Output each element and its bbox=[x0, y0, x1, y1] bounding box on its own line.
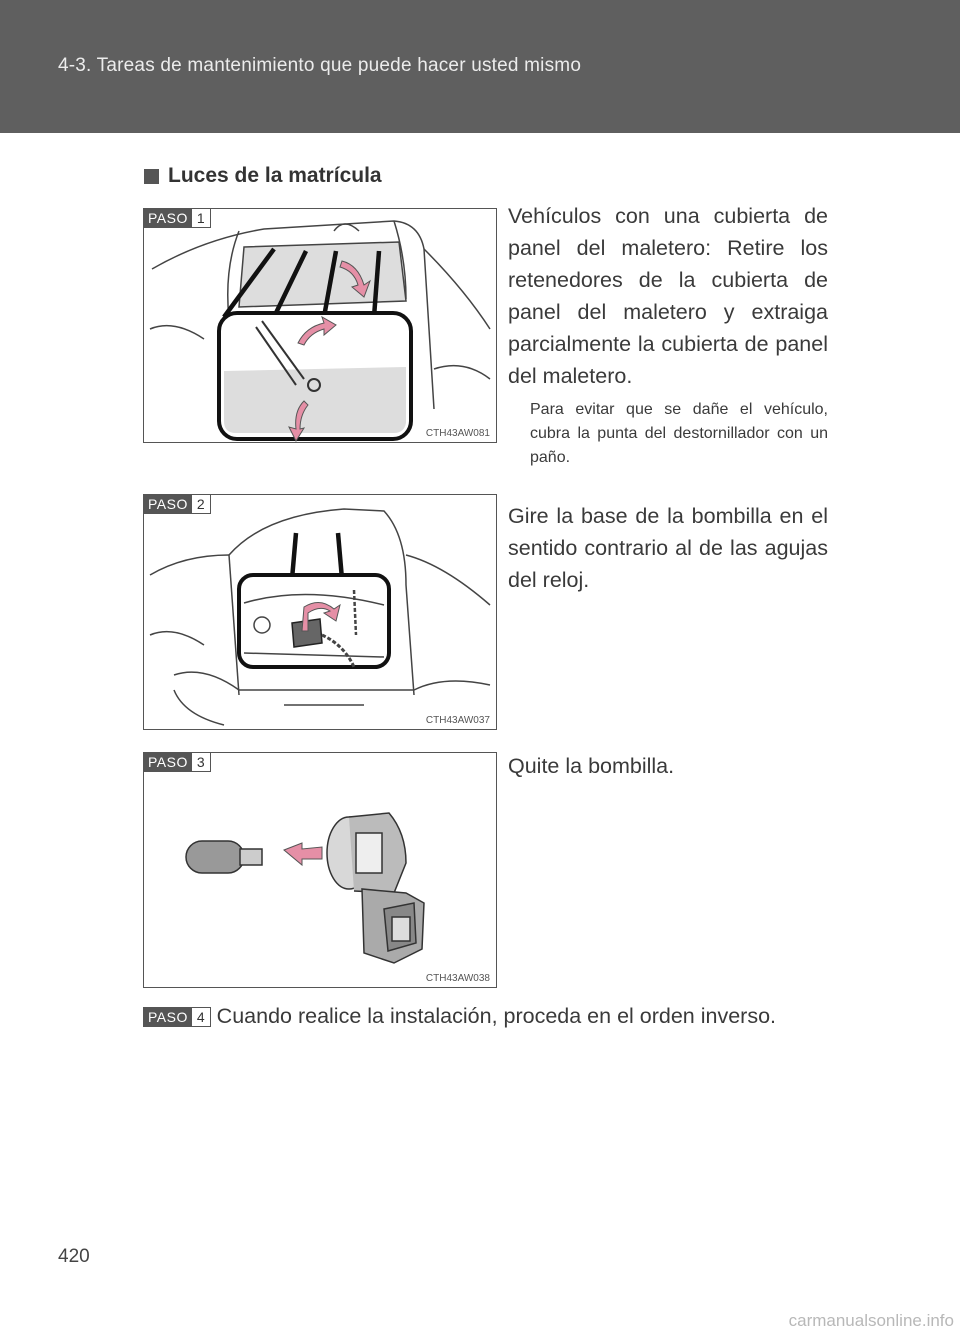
step-1-text: Vehículos con una cubierta de panel del maletero: Retire los retenedores de la cubierta de panel del maletero y extraiga parcialmente la cubierta de panel del maletero. bbox=[508, 204, 828, 388]
paso-badge-1: PASO 1 bbox=[143, 208, 211, 228]
step-4 bbox=[143, 1004, 776, 1029]
step-1-note: Para evitar que se dañe el vehículo, cubra la punta del destornillador con un paño. bbox=[530, 401, 828, 466]
trunk-cover-illustration bbox=[144, 209, 497, 443]
paso-badge-3: PASO 3 bbox=[143, 752, 211, 772]
bulb-base-illustration bbox=[144, 495, 497, 730]
section-title-text: Luces de la matrícula bbox=[168, 164, 382, 187]
figure-code-1: CTH43AW081 bbox=[425, 428, 490, 439]
footer-watermark: carmanualsonline.info bbox=[788, 1311, 954, 1330]
figure-code-3: CTH43AW038 bbox=[425, 973, 490, 984]
figure-step-1 bbox=[143, 208, 497, 443]
page-header bbox=[0, 0, 960, 133]
paso-badge-2: PASO 2 bbox=[143, 494, 211, 514]
step-3-text: Quite la bombilla. bbox=[508, 754, 675, 778]
square-bullet-icon bbox=[144, 169, 159, 184]
figure-code-2: CTH43AW037 bbox=[425, 715, 490, 726]
section-title bbox=[144, 164, 382, 188]
figure-step-3 bbox=[143, 752, 497, 988]
page-number: 420 bbox=[58, 1246, 90, 1267]
bulb-removal-illustration bbox=[144, 753, 497, 988]
header-title: 4-3. Tareas de mantenimiento que puede hacer usted mismo bbox=[58, 55, 582, 76]
paso-badge-4: PASO 4 bbox=[143, 1007, 211, 1027]
step-2-text: Gire la base de la bombilla en el sentido contrario al de las agujas del reloj. bbox=[508, 504, 828, 592]
step-4-text: Cuando realice la instalación, proceda en el orden inverso. bbox=[216, 1004, 777, 1028]
figure-step-2 bbox=[143, 494, 497, 730]
